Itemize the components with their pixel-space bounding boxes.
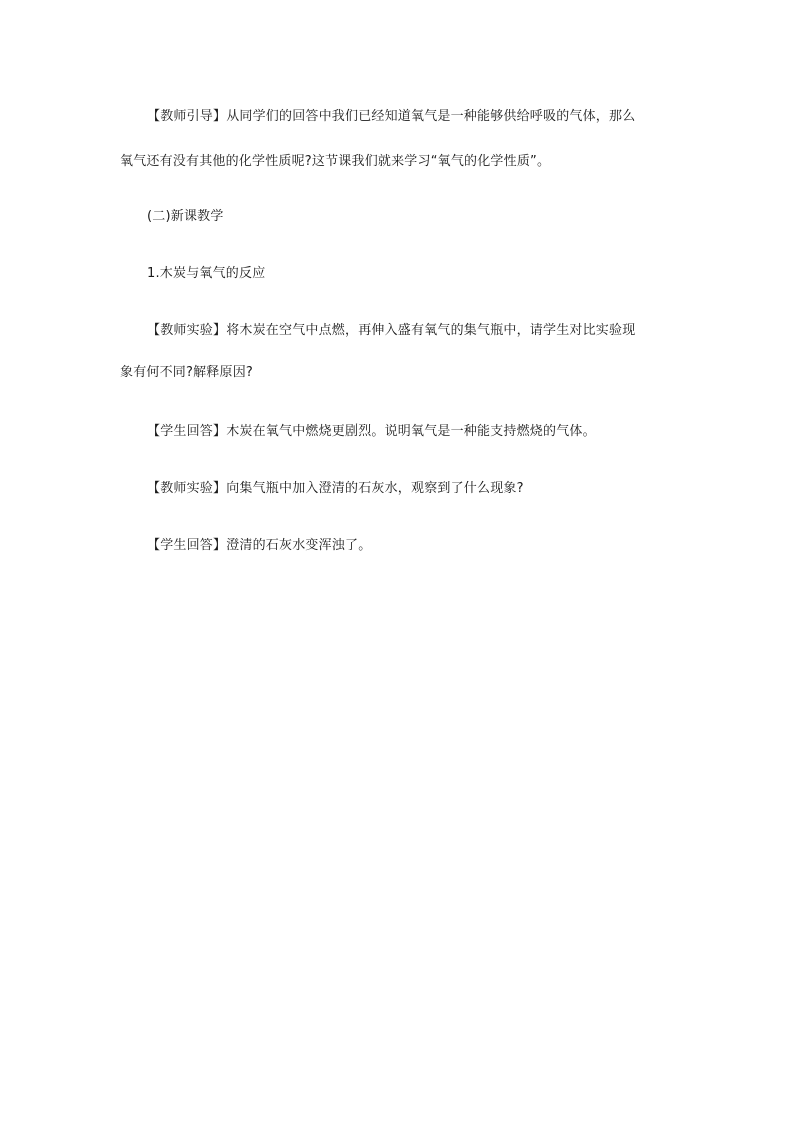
student-answer-2: 【学生回答】澄清的石灰水变浑浊了。: [147, 538, 372, 553]
section-heading-new-lesson: (二)新课教学: [147, 209, 224, 224]
teacher-guidance-line-2: 氧气还有没有其他的化学性质呢?这节课我们就来学习“氧气的化学性质”。: [120, 154, 551, 169]
teacher-guidance-line-1: 【教师引导】从同学们的回答中我们已经知道氧气是一种能够供给呼吸的气体，那么: [147, 109, 636, 124]
teacher-experiment-line-2: 象有何不同?解释原因?: [120, 365, 253, 380]
subsection-heading-charcoal-oxygen: 1.木炭与氧气的反应: [147, 266, 266, 281]
student-answer-1: 【学生回答】木炭在氧气中燃烧更剧烈。说明氧气是一种能支持燃烧的气体。: [147, 424, 596, 439]
teacher-experiment-2: 【教师实验】向集气瓶中加入澄清的石灰水，观察到了什么现象?: [147, 481, 524, 496]
teacher-experiment-line-1: 【教师实验】将木炭在空气中点燃，再伸入盛有氧气的集气瓶中，请学生对比实验现: [147, 323, 636, 338]
